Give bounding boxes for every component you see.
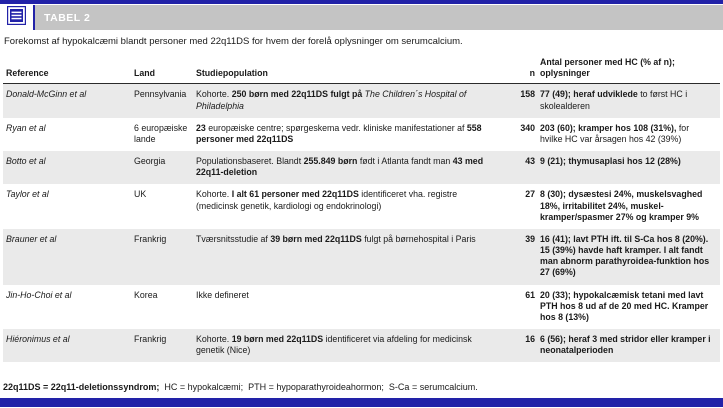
top-accent-bar (0, 0, 723, 4)
reference-cell: Hiéronimus et al (6, 334, 70, 345)
bottom-accent-bar (0, 398, 723, 407)
study-cell: Tværsnitsstudie af 39 børn med 22q11DS fulgt på børnehospital i Paris (196, 233, 476, 244)
land-cell: Georgia (134, 156, 166, 167)
land-cell: 6 europæiske lande (134, 122, 188, 144)
hc-result-cell: 9 (21); thymusaplasi hos 12 (28%) (540, 156, 681, 167)
n-count-cell: 158 (520, 89, 535, 100)
table-caption: Forekomst af hypokalcæmi blandt personer med 22q11DS for hvem der forelå oplysninger om serumcalcium. (4, 36, 463, 47)
n-count-cell: 340 (520, 122, 535, 133)
reference-cell: Donald-McGinn et al (6, 89, 87, 100)
land-cell: UK (134, 189, 147, 200)
table-row (3, 118, 720, 151)
hc-result-cell: 77 (49); heraf udviklede to først HC i skolealderen (540, 89, 688, 111)
column-header-hc: Antal personer med HC (% af n); oplysninger (540, 55, 720, 84)
column-header-reference: Reference (3, 55, 134, 84)
study-cell: Kohorte. 250 børn med 22q11DS fulgt på The Children´s Hospital of Philadelphia (196, 89, 467, 111)
table-row (3, 184, 720, 229)
hc-result-cell: 16 (41); lavt PTH ift. til S-Ca hos 8 (20%). 15 (39%) havde haft kramper. I alt fandt man abnorm parathyroidea-funktion hos 27 (69%) (540, 233, 710, 278)
table-header-band (0, 5, 723, 30)
study-cell: Populationsbaseret. Blandt 255.849 børn født i Atlanta fandt man 43 med 22q11-deletion (196, 156, 484, 178)
table-row (3, 229, 720, 285)
table-label: TABEL 2 (35, 5, 723, 30)
study-cell: 23 europæiske centre; spørgeskema vedr. kliniske manifestationer af 558 personer med 22q11DS (196, 122, 482, 144)
icon-box (0, 5, 33, 30)
reference-cell: Botto et al (6, 156, 46, 167)
hc-result-cell: 8 (30); dysæstesi 24%, muskelsvaghed 18%, irritabilitet 24%, muskel- kramper/spasmer 27% og kramper 9% (540, 189, 703, 222)
reference-cell: Jin-Ho-Choi et al (6, 289, 72, 300)
column-header-studiepopulation: Studiepopulation (196, 55, 509, 84)
land-cell: Pennsylvania (134, 89, 187, 100)
table-row (3, 84, 720, 118)
n-count-cell: 61 (525, 289, 535, 300)
study-cell: Kohorte. 19 børn med 22q11DS identificeret via afdeling for medicinsk genetik (Nice) (196, 334, 472, 356)
table-row (3, 151, 720, 184)
land-cell: Frankrig (134, 233, 167, 244)
table-row (3, 329, 720, 362)
table-list-icon (7, 6, 26, 30)
reference-cell: Ryan et al (6, 122, 46, 133)
land-cell: Korea (134, 289, 158, 300)
land-cell: Frankrig (134, 334, 167, 345)
column-header-n: n (509, 55, 540, 84)
study-cell: Kohorte. I alt 61 personer med 22q11DS identificeret vha. registre (medicinsk genetik, kardiologi og endokrinologi) (196, 189, 458, 211)
table-row (3, 285, 720, 330)
study-cell: Ikke defineret (196, 289, 249, 300)
results-table (3, 55, 720, 362)
hc-result-cell: 203 (60); kramper hos 108 (31%), for hvilke HC var årsagen hos 42 (39%) (540, 122, 690, 144)
header-row (3, 55, 720, 84)
n-count-cell: 39 (525, 233, 535, 244)
hc-result-cell: 20 (33); hypokalcæmisk tetani med lavt PTH hos 8 ud af de 20 med HC. Kramper hos 8 (13%) (540, 289, 709, 322)
hc-result-cell: 6 (56); heraf 3 med stridor eller kramper i neonatalperioden (540, 334, 711, 356)
footnote: 22q11DS = 22q11-deletionssyndrom; HC = hypokalcæmi; PTH = hypoparathyroideahormon; S-Ca = serumcalcium. (3, 382, 478, 392)
reference-cell: Taylor et al (6, 189, 49, 200)
n-count-cell: 27 (525, 189, 535, 200)
table-body (3, 84, 720, 363)
n-count-cell: 16 (525, 334, 535, 345)
n-count-cell: 43 (525, 156, 535, 167)
reference-cell: Brauner et al (6, 233, 57, 244)
column-header-land: Land (134, 55, 196, 84)
